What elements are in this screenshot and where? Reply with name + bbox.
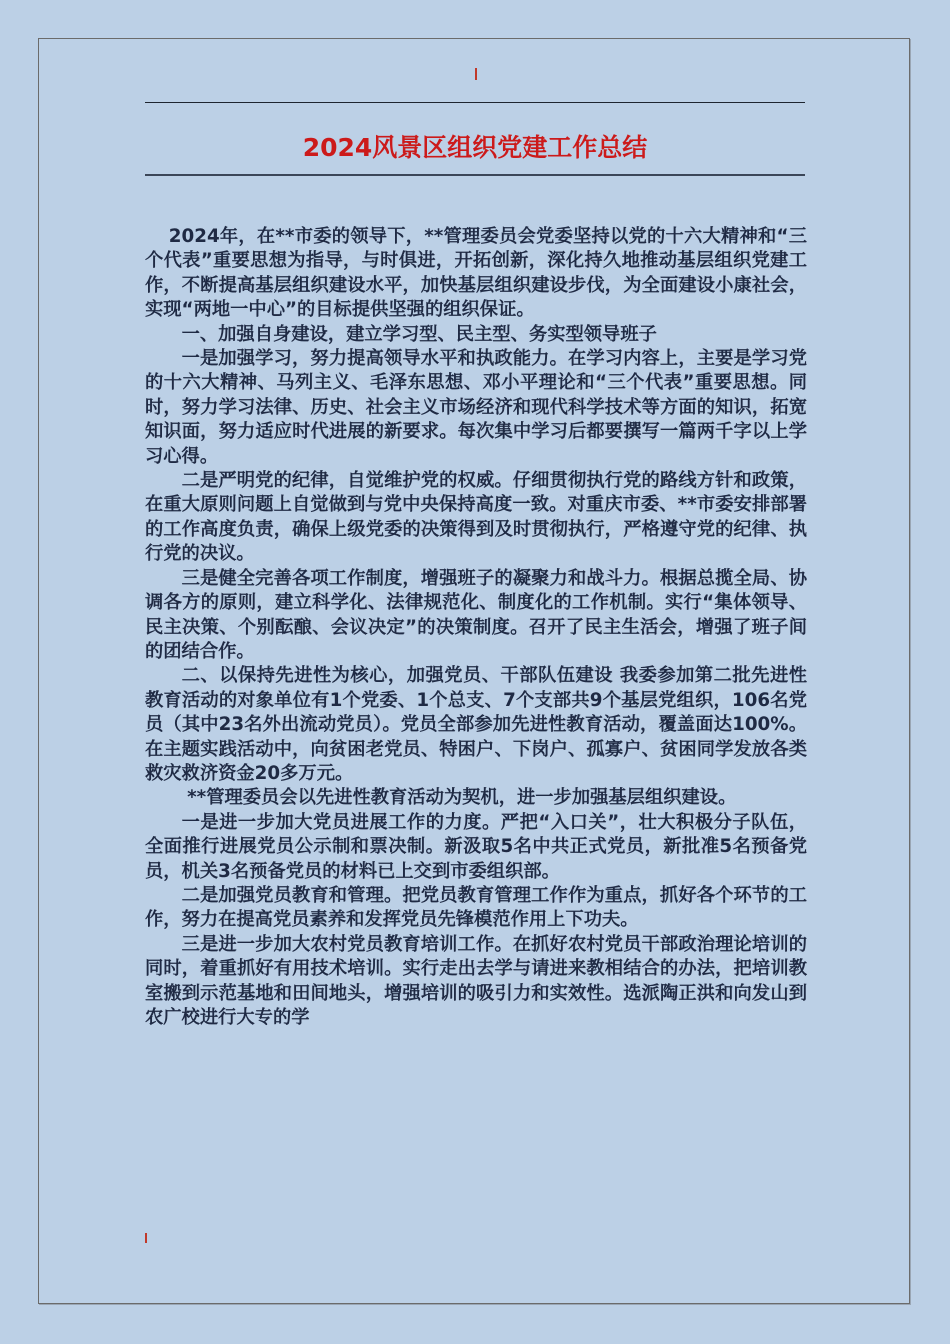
- document-body: [145, 225, 807, 1030]
- document-title: 2024风景区组织党建工作总结: [302, 133, 648, 162]
- paragraph: 二是加强党员教育和管理。把党员教育管理工作作为重点，抓好各个环节的工作，努力在提高党员素养和发挥党员先锋模范作用上下功夫。: [145, 884, 807, 931]
- title-rule: [145, 174, 805, 176]
- paragraph: **管理委员会以先进性教育活动为契机，进一步加强基层组织建设。: [187, 787, 737, 809]
- paragraph: 三是进一步加大农村党员教育培训工作。在抓好农村党员干部政治理论培训的同时，着重抓好有用技术培训。实行走出去学与请进来教相结合的办法，把培训教室搬到示范基地和田间地头，增强培训的吸引力和实效性。选派陶正洪和向发山到农广校进行大专的学: [145, 933, 807, 1028]
- section-heading-2: 二、以保持先进性为核心，加强党员、干部队伍建设 我委参加第二批先进性教育活动的对象单位有1个党委、1个总支、7个支部共9个基层党组织，106名党员（其中23名外出流动党员）。党员全部参加先进性教育活动，覆盖面达100%。在主题实践活动中，向贫困老党员、特困户、下岗户、孤寡户、贫困同学发放各类救灾救济资金20多万元。: [145, 665, 807, 784]
- paragraph: 三是健全完善各项工作制度，增强班子的凝聚力和战斗力。根据总揽全局、协调各方的原则，建立科学化、法律规范化、制度化的工作机制。实行“集体领导、民主决策、个别酝酿、会议决定”的决策制度。召开了民主生活会，增强了班子间的团结合作。: [145, 567, 807, 662]
- paragraph: 一是进一步加大党员进展工作的力度。严把“入口关”，壮大积极分子队伍，全面推行进展党员公示制和票决制。新汲取5名中共正式党员，新批准5名预备党员，机关3名预备党员的材料已上交到市委组织部。: [145, 811, 807, 882]
- header-mark: [475, 68, 477, 80]
- footer-mark: [145, 1233, 147, 1243]
- paragraph-intro: 2024年，在**市委的领导下，**管理委员会党委坚持以党的十六大精神和“三个代表”重要思想为指导，与时俱进，开拓创新，深化持久地推动基层组织党建工作，不断提高基层组织建设水平，加快基层组织建设步伐，为全面建设小康社会，实现“两地一中心”的目标提供坚强的组织保证。: [145, 226, 807, 321]
- header-rule: [145, 102, 805, 103]
- paragraph: 二是严明党的纪律，自觉维护党的权威。仔细贯彻执行党的路线方针和政策，在重大原则问题上自觉做到与党中央保持高度一致。对重庆市委、**市委安排部署的工作高度负责，确保上级党委的决策得到及时贯彻执行，严格遵守党的纪律、执行党的决议。: [145, 470, 807, 565]
- paragraph: 一是加强学习，努力提高领导水平和执政能力。在学习内容上，主要是学习党的十六大精神、马列主义、毛泽东思想、邓小平理论和“三个代表”重要思想。同时，努力学习法律、历史、社会主义市场经济和现代科学技术等方面的知识，拓宽知识面，努力适应时代进展的新要求。每次集中学习后都要撰写一篇两千字以上学习心得。: [145, 348, 807, 467]
- section-heading-1: 一、加强自身建设，建立学习型、民主型、务实型领导班子: [181, 323, 657, 345]
